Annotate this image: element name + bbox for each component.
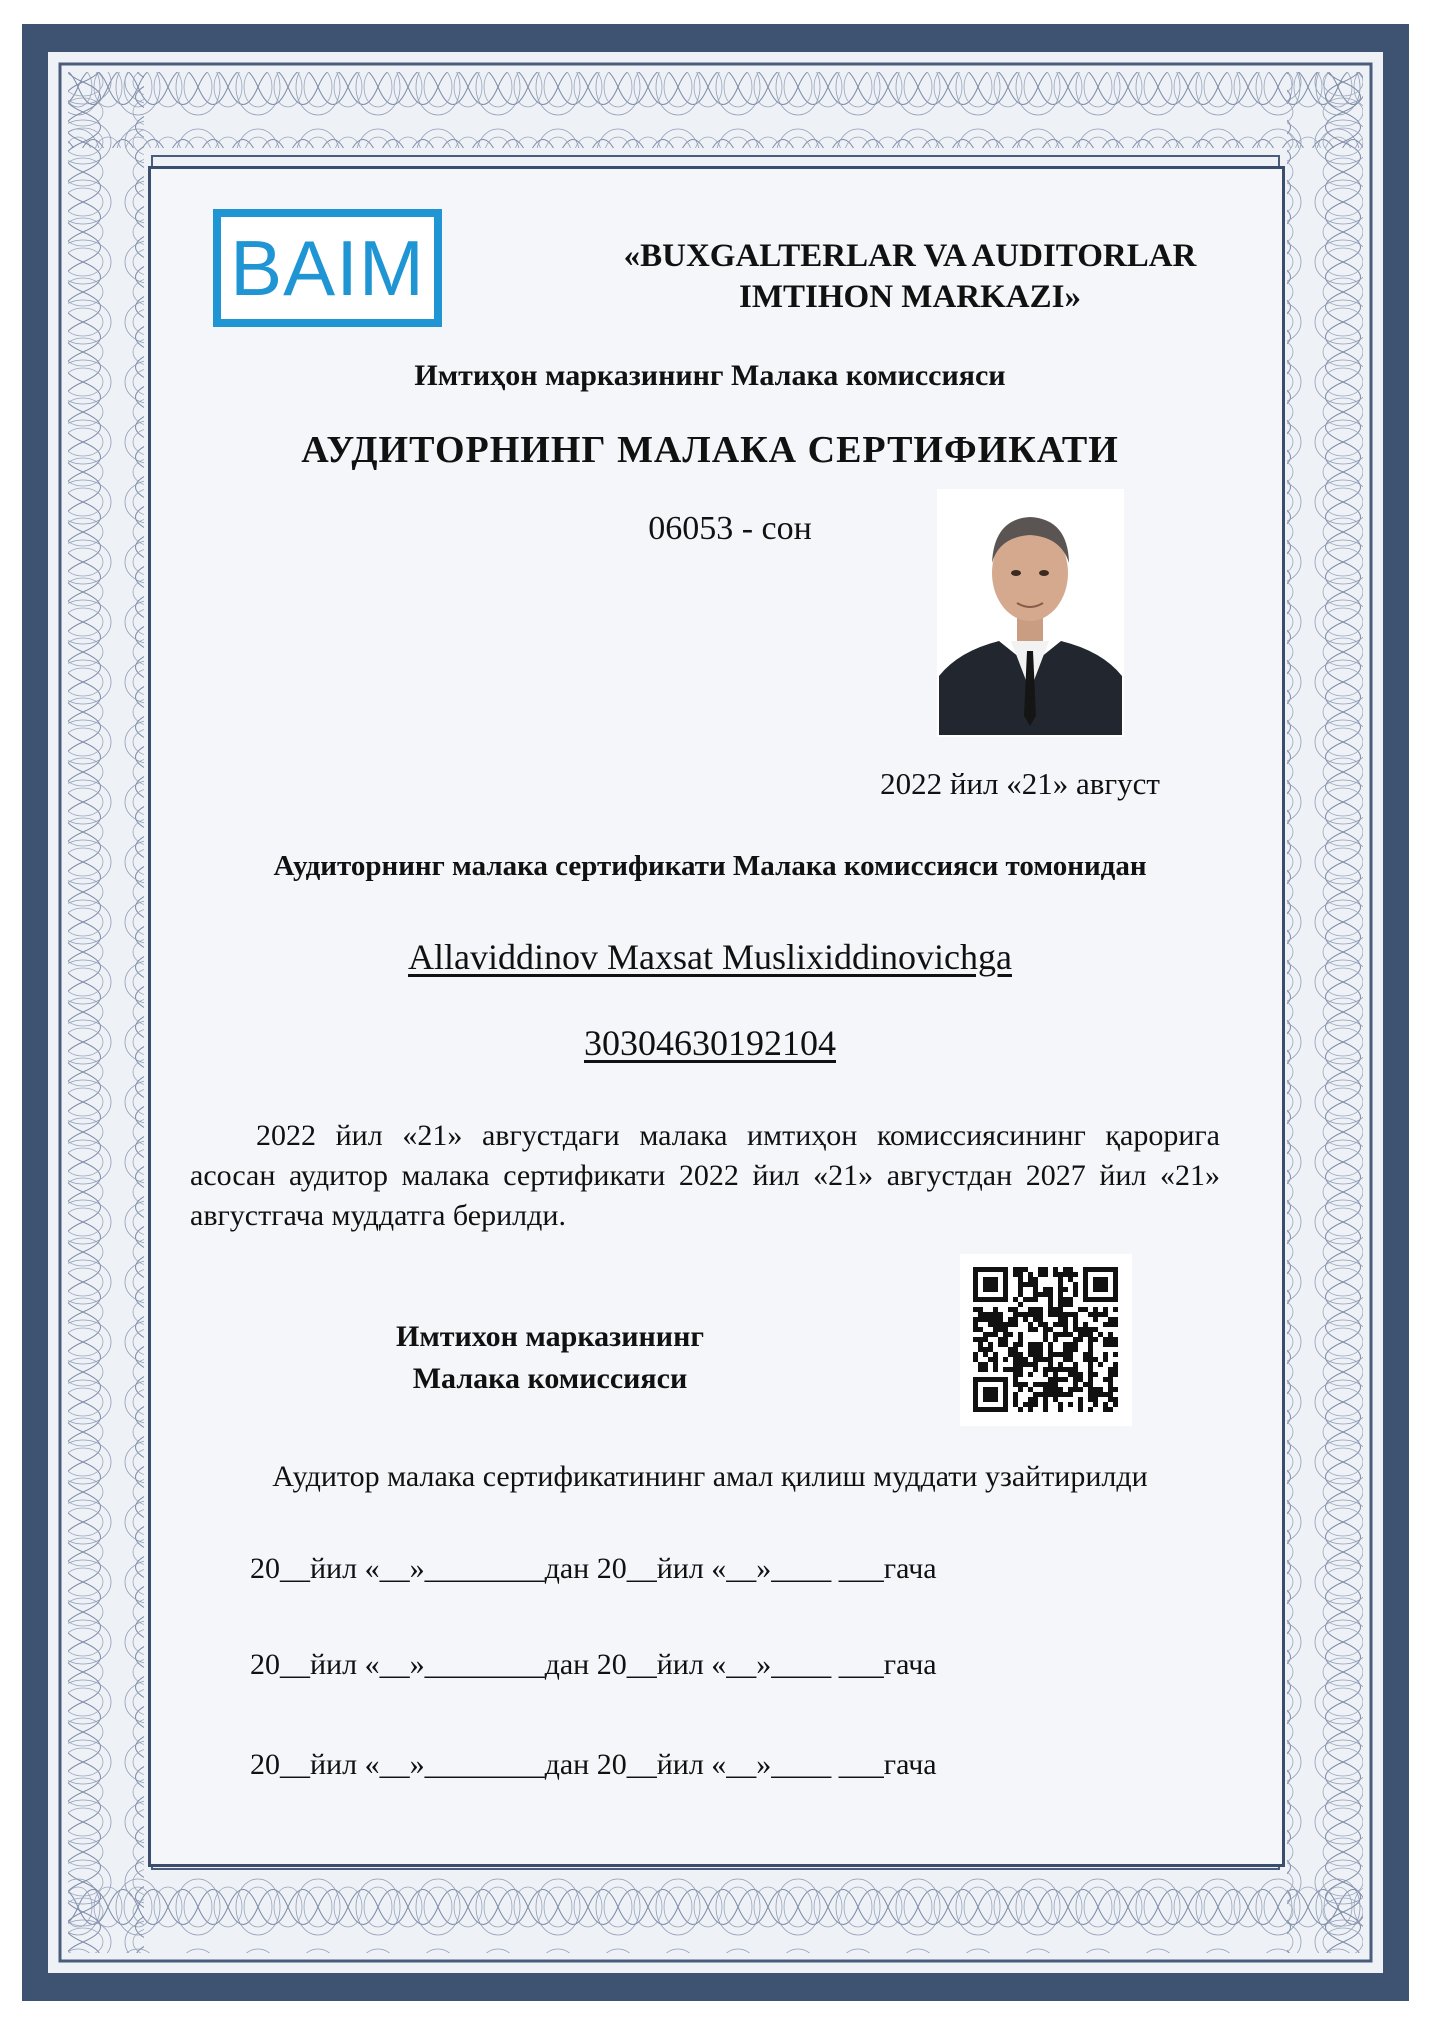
extension-line: 20__йил «__»________дан 20__йил «__»____ ___гача: [250, 1552, 937, 1585]
holder-name: Allaviddinov Maxsat Muslixiddinovichga: [408, 937, 1012, 977]
baim-logo-text: BAIM: [221, 217, 434, 319]
certificate-number: 06053 - сон: [648, 510, 812, 547]
baim-logo: [213, 209, 442, 327]
issue-date: 2022 йил «21» август: [880, 766, 1160, 801]
signatory-line-2: Малака комиссияси: [412, 1362, 688, 1395]
extension-heading: Аудитор малака сертификатининг амал қилиш муддати узайтирилди: [272, 1460, 1148, 1493]
organization-name: «BUXGALTERLAR VA AUDITORLAR IMTIHON MARKAZI»: [623, 238, 1197, 315]
granted-by-text: Аудиторнинг малака сертификати Малака комиссияси томонидан: [273, 850, 1147, 882]
decision-paragraph: 2022 йил «21» августдаги малака имтиҳон комиссиясининг қарорига асосан аудитор малака сертификати 2022 йил «21» августдан 2027 йил «21» августгача муддатга берилди.: [190, 1119, 1220, 1232]
certificate-title: АУДИТОРНИНГ МАЛАКА СЕРТИФИКАТИ: [301, 429, 1119, 471]
extension-line: 20__йил «__»________дан 20__йил «__»____ ___гача: [250, 1748, 937, 1781]
holder-photo: [937, 489, 1124, 737]
commission-title: Имтиҳон марказининг Малака комиссияси: [414, 359, 1006, 392]
qr-code: [960, 1254, 1132, 1426]
certificate-inner-panel: [148, 166, 1285, 1867]
signatory-line-1: Имтихон марказининг: [396, 1320, 704, 1353]
signatory-block: [330, 1316, 770, 1400]
holder-id-number: 30304630192104: [584, 1023, 836, 1063]
holder-portrait-image: [939, 491, 1122, 735]
extension-line: 20__йил «__»________дан 20__йил «__»____ ___гача: [250, 1648, 937, 1681]
qr-code-image: [960, 1254, 1132, 1426]
